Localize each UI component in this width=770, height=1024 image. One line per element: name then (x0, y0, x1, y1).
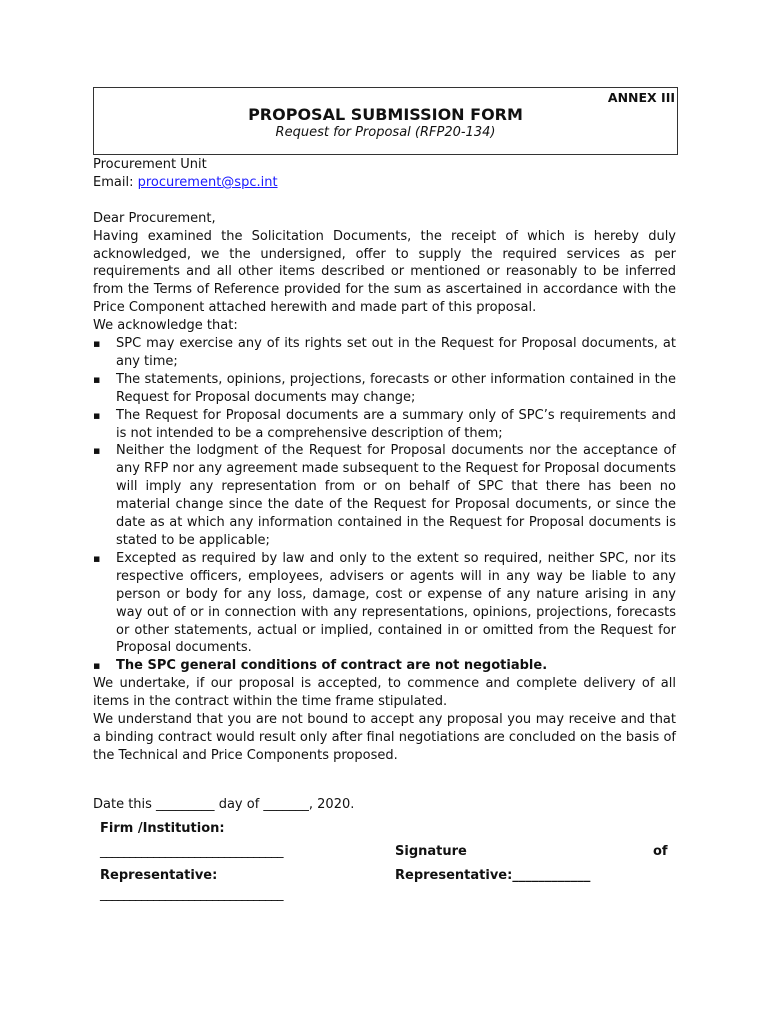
list-item-bold: ▪ The SPC general conditions of contract are not negotiable. (93, 657, 676, 675)
list-item: ▪ Neither the lodgment of the Request for Proposal documents nor the acceptance of any RFP nor any agreement made subsequent to the Request for Proposal documents will imply any representation from or on behalf of SPC that there has been no material change since the date of the Request for Proposal documents, or since the date as at which any information contained in the Request for Proposal documents is stated to be applicable; (93, 442, 676, 549)
salutation: Dear Procurement, (93, 210, 216, 226)
representative-blank-line: _______________________________ (100, 887, 283, 902)
list-item: ▪ SPC may exercise any of its rights set out in the Request for Proposal documents, at any time; (93, 335, 676, 371)
understand-paragraph: We understand that you are not bound to accept any proposal you may receive and that a binding contract would result only after final negotiations are concluded on the basis of the Technical and Price Components proposed. (93, 712, 676, 763)
list-item: ▪ The Request for Proposal documents are a summary only of SPC’s requirements and is not intended to be a comprehensive description of them; (93, 407, 676, 443)
acknowledge-heading: We acknowledge that: (93, 318, 238, 334)
acknowledge-list (93, 335, 676, 675)
procurement-unit: Procurement Unit (93, 157, 207, 172)
form-title: PROPOSAL SUBMISSION FORM (248, 105, 523, 124)
email-label: Email: (93, 174, 134, 190)
signature-of: of (653, 844, 668, 859)
representative-label: Representative: (100, 868, 218, 883)
firm-label: Firm /Institution: (100, 821, 225, 836)
signature-representative-label: Representative:____________ (395, 868, 591, 883)
list-item: ▪ Excepted as required by law and only to the extent so required, neither SPC, nor its respective officers, employees, advisers or agents will in any way be liable to any person or body for any loss, damage, cost or expense of any nature arising in any way out of or in connection with any representations, opinions, projections, forecasts or other statements, actual or implied, contained in or omitted from the Request for Proposal documents. (93, 550, 676, 657)
date-line: Date this _________ day of _______, 2020. (93, 797, 355, 812)
letter-body (93, 156, 676, 765)
email-link[interactable]: procurement@spc.int (137, 174, 278, 190)
header-box (93, 87, 678, 155)
annex-label: ANNEX III (607, 90, 675, 105)
list-item: ▪ The statements, opinions, projections, forecasts or other information contained in the Request for Proposal documents may change; (93, 371, 676, 407)
firm-blank-line: _______________________________ (100, 844, 283, 859)
form-subtitle: Request for Proposal (RFP20-134) (275, 125, 496, 140)
intro-paragraph: Having examined the Solicitation Documents, the receipt of which is hereby duly acknowledged, we the undersigned, offer to supply the required services as per requirements and all other items described or mentioned or reasonably to be inferred from the Terms of Reference provided for the sum as ascertained in accordance with the Price Component attached herewith and made part of this proposal. (93, 228, 676, 316)
email-line (93, 174, 676, 192)
undertake-paragraph: We undertake, if our proposal is accepted, to commence and complete delivery of all items in the contract within the time frame stipulated. (93, 676, 676, 710)
signature-label: Signature (395, 844, 467, 859)
